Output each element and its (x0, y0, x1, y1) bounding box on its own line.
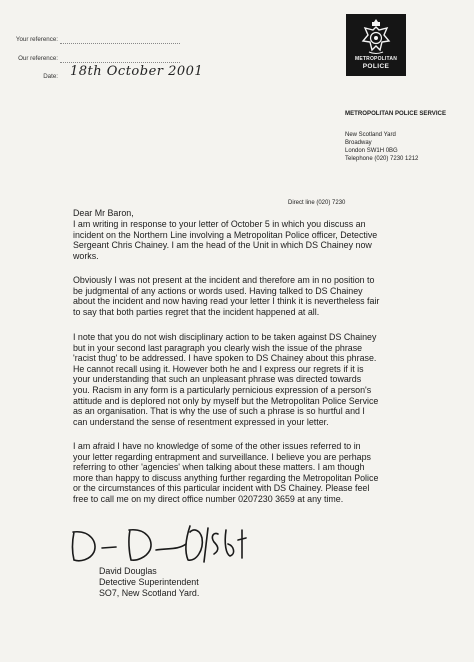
body-line: Sergeant Chris Chainey. I am the head of the Unit in which DS Chainey now (73, 240, 372, 251)
body-line: I am afraid I have no knowledge of some of the other issues referred to in (73, 441, 361, 451)
police-crest-icon (360, 18, 392, 56)
body-line: be judgmental of any actions or words used. Having talked to DS Chainey (73, 285, 363, 296)
salutation: Dear Mr Baron, (73, 208, 134, 218)
body-line: your letter regarding entrapment and surveillance. I believe you are perhaps (73, 451, 371, 462)
body-line: He cannot recall using it. However both he and I express our regrets if it is (73, 363, 364, 374)
body-line: works. (73, 250, 99, 261)
body-line: can understand the sense of resentment expressed in your letter. (73, 416, 329, 427)
direct-line: Direct line (020) 7230 (288, 200, 346, 206)
date-label: Date: (43, 73, 58, 80)
body-line: Obviously I was not present at the incident and therefore am in no position to (73, 275, 375, 285)
logo-text-line2: POLICE (362, 63, 390, 70)
organisation-name: METROPOLITAN POLICE SERVICE (345, 110, 447, 117)
body-line: I note that you do not wish disciplinary action to be taken against DS Chainey (73, 332, 377, 342)
body-line: about the incident and now having read your letter I think it is nevertheless fair (73, 296, 380, 307)
signatory-name: David Douglas (99, 566, 157, 576)
body-line: 'racist thug' to be addressed. I have spoken to DS Chainey about this phrase. (73, 353, 377, 364)
address-line: Broadway (345, 140, 372, 146)
logo-text-line1: METROPOLITAN (354, 56, 398, 62)
body-line: attitude and is deplored not only by myself but the Metropolitan Police Service (73, 395, 379, 406)
our-reference-label: Our reference: (18, 55, 58, 62)
address-line: New Scotland Yard (345, 132, 396, 138)
body-line: to say that both parties regret that the incident happened at all. (73, 306, 320, 317)
handwritten-date: 18th October 2001 (70, 64, 204, 79)
our-reference-line (60, 62, 180, 63)
paragraph-2 (73, 275, 379, 317)
handwritten-signature (68, 520, 278, 566)
signatory-unit: SO7, New Scotland Yard. (99, 588, 200, 598)
body-line: incident on the Northern Line involving a Metropolitan Police officer, Detective (73, 229, 378, 240)
body-line: but in your second last paragraph you clearly wish the issue of the phrase (73, 342, 363, 353)
body-line: you. Racism in any form is a particularly pernicious expression of a person's (73, 384, 372, 395)
paragraph-1 (73, 219, 377, 261)
signatory-title: Detective Superintendent (99, 577, 199, 587)
your-reference-line (60, 43, 180, 44)
body-line: I am writing in response to your letter of October 5 in which you discuss an (73, 219, 366, 229)
metropolitan-police-logo (346, 14, 406, 76)
body-line: free to call me on my direct office number 0207230 3659 at any time. (73, 493, 344, 504)
body-line: more than happy to discuss anything further regarding the Metropolitan Police (73, 472, 379, 483)
paragraph-3 (73, 332, 378, 427)
telephone-line: Telephone (020) 7230 1212 (345, 156, 419, 162)
paragraph-4 (73, 441, 378, 505)
body-line: your understanding that such an unpleasant phrase was directed towards (73, 374, 362, 385)
your-reference-label: Your reference: (15, 36, 58, 43)
body-line: referring to other 'agencies' when talking about these matters. I am though (73, 462, 365, 473)
body-line: as an organisation. That is why the use of such a phrase is so hurtful and I (73, 406, 365, 417)
address-line: London SW1H 0BG (345, 148, 398, 154)
body-line: or the circumstances of this particular incident with DS Chainey. Please feel (73, 483, 370, 494)
